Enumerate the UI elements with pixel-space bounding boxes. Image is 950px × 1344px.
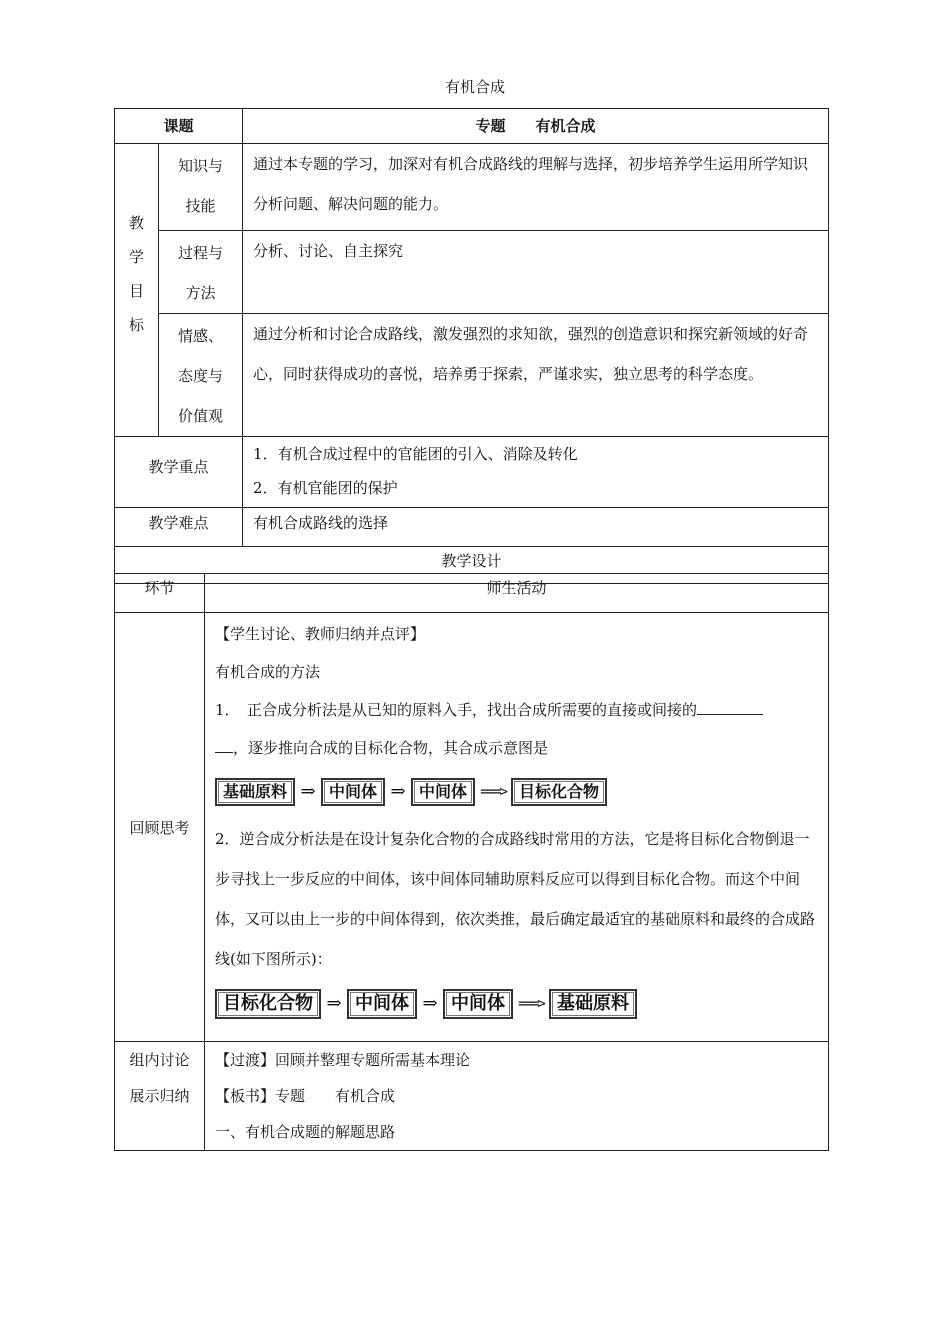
header-value: 专题 有机合成 <box>243 109 829 144</box>
double-arrow-icon: ⇒ <box>326 993 342 1014</box>
key-point-item: 2．有机官能团的保护 <box>253 479 398 497</box>
key-points-label: 教学重点 <box>115 437 243 508</box>
difficulty-text: 有机合成路线的选择 <box>243 508 829 547</box>
design-title: 教学设计 <box>115 547 829 584</box>
flow-box: 中间体 <box>347 989 417 1019</box>
flow-box: 基础原料 <box>549 989 637 1019</box>
objective-sub-label: 知识与 技能 <box>159 144 243 231</box>
review-row <box>115 613 829 1042</box>
group-row <box>115 1042 829 1151</box>
key-point-item: 1．有机合成过程中的官能团的引入、消除及转化 <box>253 445 578 463</box>
flow-box: 目标化合物 <box>511 778 607 806</box>
objective-sub-label: 过程与 方法 <box>159 231 243 314</box>
flow-box: 中间体 <box>321 778 385 806</box>
review-item-2: 2．逆合成分析法是在设计复杂化合物的合成路线时常用的方法，它是将目标化合物倒退一步寻找上一步反应的中间体，该中间体同辅助原料反应可以得到目标化合物。而这个中间体，又可以由上一步的中间体得到，依次类推，最后确定最适宜的基础原料和最终的合成路线(如下图所示)： <box>215 830 816 968</box>
double-arrow-icon: ⇒ <box>422 993 438 1014</box>
review-stage: 回顾思考 <box>115 613 205 1042</box>
group-content <box>205 1042 829 1151</box>
difficulty-row <box>115 508 829 547</box>
review-content <box>205 613 829 1042</box>
col-activity-header: 师生活动 <box>205 574 829 613</box>
fill-blank <box>215 738 233 753</box>
forward-synthesis-diagram <box>215 773 820 811</box>
objective-row-process <box>115 231 829 314</box>
fill-blank <box>697 700 763 715</box>
objective-text: 通过本专题的学习，加深对有机合成路线的理解与选择，初步培养学生运用所学知识分析问题、解决问题的能力。 <box>243 144 829 231</box>
review-item-1: 1． 正合成分析法是从已知的原料入手，找出合成所需要的直接或间接的 ，逐步推向合成的目标化合物，其合成示意图是 <box>215 691 820 767</box>
method-title: 有机合成的方法 <box>215 663 321 681</box>
design-table <box>114 573 829 1151</box>
design-header-row <box>115 574 829 613</box>
dashed-arrow-icon: ===> <box>518 996 544 1012</box>
objective-row-knowledge <box>115 144 829 231</box>
double-arrow-icon: ⇒ <box>300 781 316 802</box>
lesson-plan-table <box>114 108 829 584</box>
group-line: 【板书】专题 有机合成 <box>215 1087 396 1105</box>
objective-text: 通过分析和讨论合成路线，激发强烈的求知欲，强烈的创造意识和探究新领域的好奇心，同时获得成功的喜悦，培养勇于探索，严谨求实，独立思考的科学态度。 <box>243 314 829 437</box>
objective-sub-label: 情感、 态度与 价值观 <box>159 314 243 437</box>
group-stage: 组内讨论 展示归纳 <box>115 1042 205 1151</box>
objective-row-emotion <box>115 314 829 437</box>
page-title: 有机合成 <box>444 78 505 96</box>
group-line: 一、有机合成题的解题思路 <box>215 1123 396 1141</box>
flow-box: 中间体 <box>411 778 475 806</box>
col-stage-header: 环节 <box>115 574 205 613</box>
double-arrow-icon: ⇒ <box>390 781 406 802</box>
group-line: 【过渡】回顾并整理专题所需基本理论 <box>215 1051 471 1069</box>
objective-text: 分析、讨论、自主探究 <box>243 231 829 314</box>
header-label: 课题 <box>115 109 243 144</box>
flow-box: 中间体 <box>443 989 513 1019</box>
key-points-row <box>115 437 829 508</box>
objectives-label: 教 学 目 标 <box>115 144 159 437</box>
flow-box: 目标化合物 <box>215 989 321 1019</box>
header-row <box>115 109 829 144</box>
key-points-list <box>243 437 829 508</box>
difficulty-label: 教学难点 <box>115 508 243 547</box>
dashed-arrow-icon: ===> <box>480 784 506 800</box>
review-heading: 【学生讨论、教师归纳并点评】 <box>215 625 426 643</box>
flow-box: 基础原料 <box>215 778 295 806</box>
retro-synthesis-diagram <box>215 985 820 1023</box>
